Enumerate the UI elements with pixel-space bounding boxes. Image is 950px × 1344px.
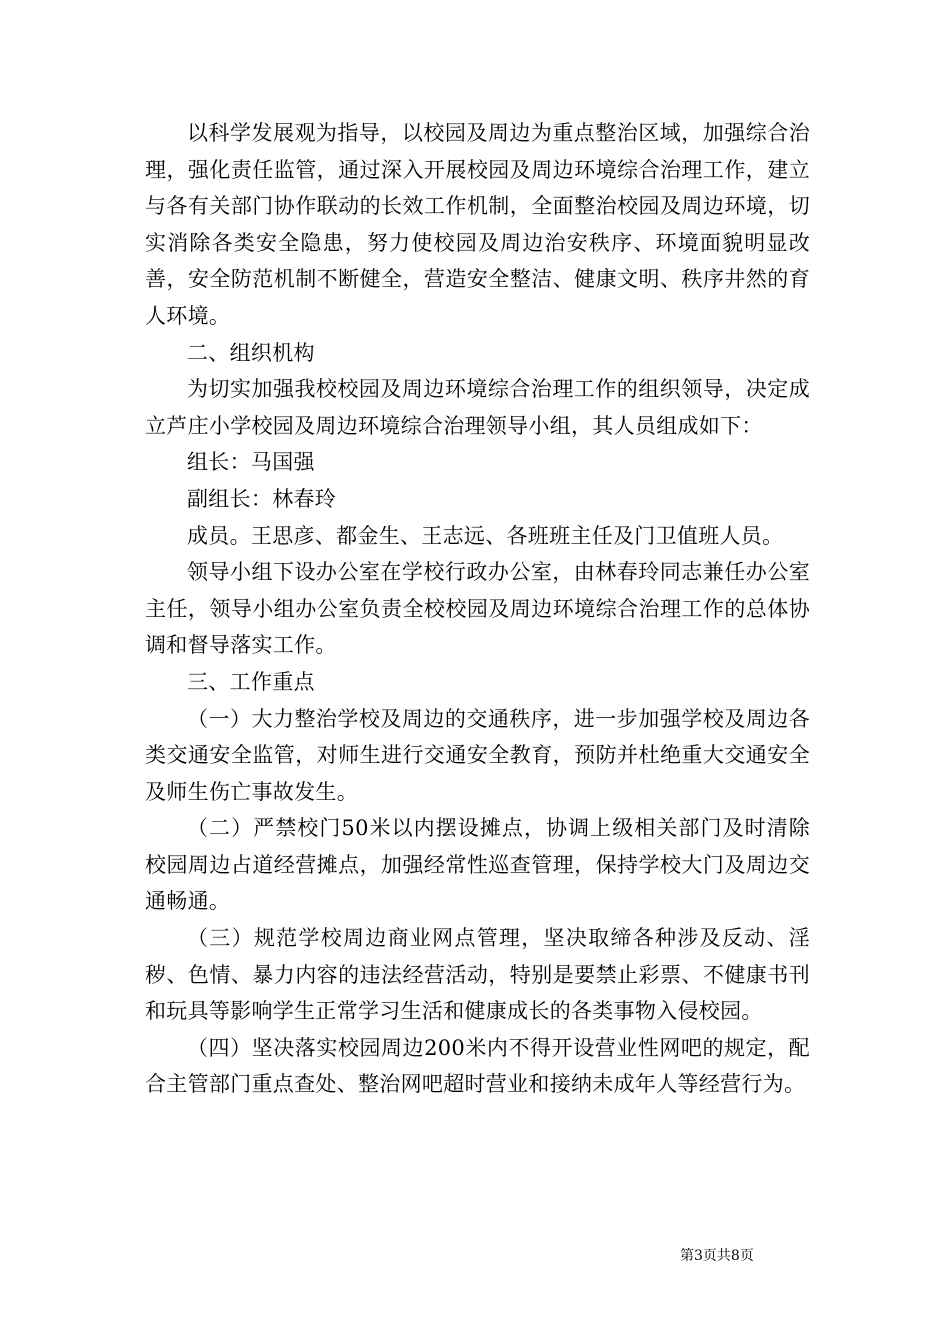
paragraph-focus-traffic: （一）大力整治学校及周边的交通秩序，进一步加强学校及周边各类交通安全监管，对师生进行交通安全教育，预防并杜绝重大交通安全及师生伤亡事故发生。: [145, 706, 810, 804]
paragraph-deputy-leader: 副组长：林春玲: [187, 486, 337, 511]
paragraph-organization-intro: 为切实加强我校校园及周边环境综合治理工作的组织领导，决定成立芦庄小学校园及周边环境综合治理领导小组，其人员组成如下：: [145, 377, 810, 438]
heading-organization: 二、组织机构: [187, 340, 315, 365]
document-body: [145, 115, 810, 1103]
paragraph-guiding-principle: 以科学发展观为指导，以校园及周边为重点整治区域，加强综合治理，强化责任监管，通过深入开展校园及周边环境综合治理工作，建立与各有关部门协作联动的长效工作机制，全面整治校园及周边环境，切实消除各类安全隐患，努力使校园及周边治安秩序、环境面貌明显改善，安全防范机制不断健全，营造安全整洁、健康文明、秩序井然的育人环境。: [145, 121, 810, 328]
paragraph-office: 领导小组下设办公室在学校行政办公室，由林春玲同志兼任办公室主任，领导小组办公室负责全校校园及周边环境综合治理工作的总体协调和督导落实工作。: [145, 560, 810, 658]
paragraph-members: 成员。王思彦、都金生、王志远、各班班主任及门卫值班人员。: [187, 523, 784, 548]
page-number-footer: [680, 1246, 820, 1266]
paragraph-focus-internet-cafe: （四）坚决落实校园周边200米内不得开设营业性网吧的规定，配合主管部门重点查处、整治网吧超时营业和接纳未成年人等经营行为。: [145, 1035, 810, 1097]
page-number-label: 第3页共8页: [680, 1248, 754, 1264]
paragraph-focus-stalls: （二）严禁校门50米以内摆设摊点，协调上级相关部门及时清除校园周边占道经营摊点，加强经常性巡查管理，保持学校大门及周边交通畅通。: [145, 816, 810, 914]
paragraph-focus-commerce: （三）规范学校周边商业网点管理，坚决取缔各种涉及反动、淫秽、色情、暴力内容的违法经营活动，特别是要禁止彩票、不健康书刊和玩具等影响学生正常学习生活和健康成长的各类事物入侵校园。: [145, 926, 810, 1024]
heading-work-focus: 三、工作重点: [187, 669, 315, 694]
paragraph-group-leader: 组长：马国强: [187, 450, 315, 475]
